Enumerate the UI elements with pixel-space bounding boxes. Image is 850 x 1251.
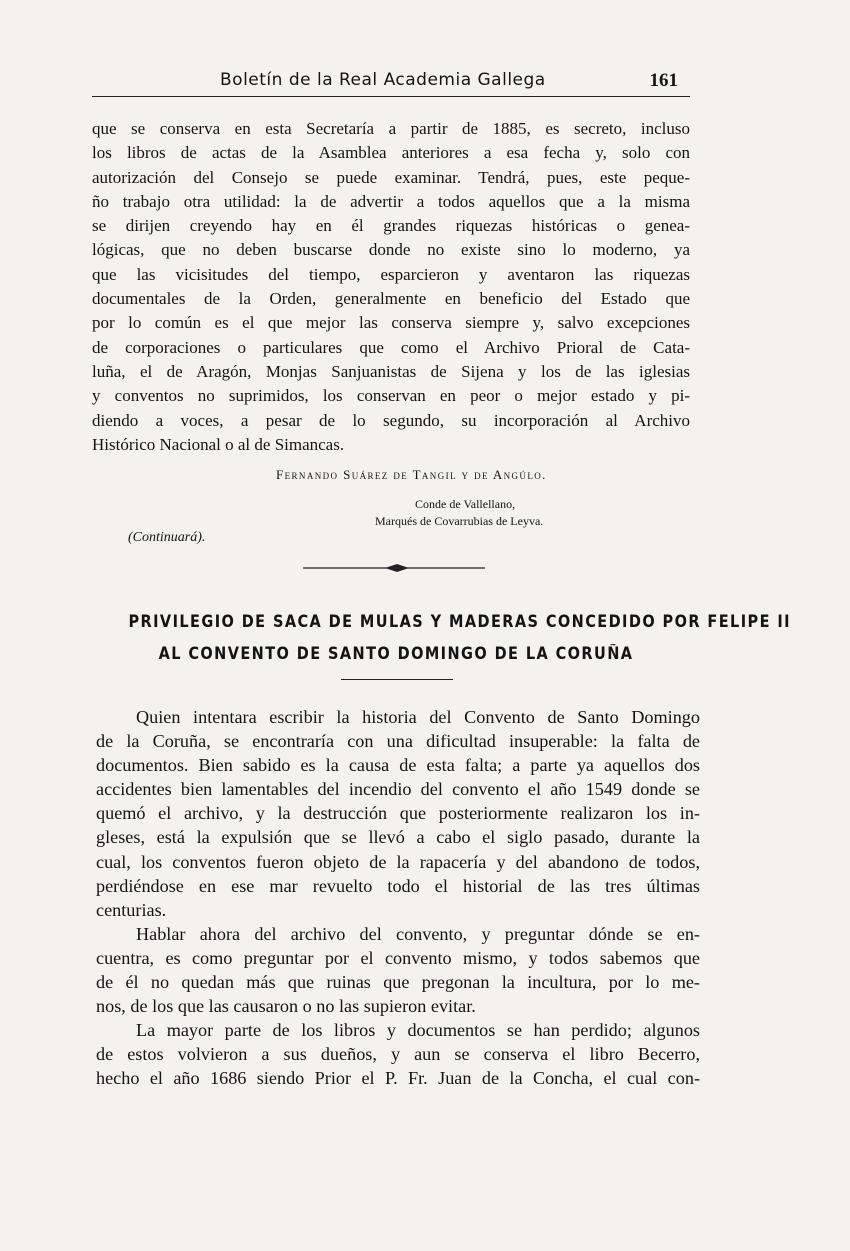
text-line: lógicas, que no deben buscarse donde no existe sino lo moderno, ya — [92, 240, 690, 260]
author-title: Marqués de Covarrubias de Leyva. — [375, 514, 544, 528]
text-line: centurias. — [96, 899, 167, 920]
running-header — [92, 62, 690, 97]
continued-note: (Continuará). — [128, 530, 206, 545]
ornament-divider — [303, 561, 485, 575]
text-line: cuentra, es como preguntar por el convento mismo, y todos sabemos que — [96, 947, 700, 968]
journal-title: Boletín de la Real Academia Gallega — [220, 70, 546, 90]
text-line: Histórico Nacional o al de Simancas. — [92, 434, 345, 454]
title-rule — [341, 679, 453, 680]
author-title: Conde de Vallellano, — [415, 497, 516, 511]
text-line: hecho el año 1686 siendo Prior el P. Fr. Juan de la Concha, el cual con- — [96, 1068, 700, 1089]
author-signature: Fernando Suárez de Tangil y de Angúlo. — [276, 467, 547, 482]
text-line: La mayor parte de los libros y documentos se han perdido; algunos — [136, 1020, 700, 1041]
text-line: se dirijen creyendo hay en él grandes riquezas históricas o genea- — [92, 216, 690, 236]
text-line: Quien intentara escribir la historia del Convento de Santo Domingo — [136, 707, 700, 727]
text-line: accidentes bien lamentables del incendio del convento el año 1549 donde se — [96, 779, 700, 800]
text-line: que las vicisitudes del tiempo, esparcieron y aventaron las riquezas — [92, 264, 690, 284]
text-line: Hablar ahora del archivo del convento, y preguntar dónde se en- — [136, 923, 700, 944]
text-line: de corporaciones o particulares que como el Archivo Prioral de Cata- — [92, 337, 690, 357]
text-line: ño trabajo otra utilidad: la de advertir a todos aquellos que a la misma — [92, 191, 690, 211]
text-line: autorización del Consejo se puede examinar. Tendrá, pues, este peque- — [92, 167, 690, 187]
text-line: documentales de la Orden, generalmente en beneficio del Estado que — [92, 289, 690, 309]
article-title-line-1: PRIVILEGIO DE SACA DE MULAS Y MADERAS CONCEDIDO POR FELIPE II — [128, 612, 791, 631]
text-line: los libros de actas de la Asamblea anteriores a esa fecha y, solo con — [92, 143, 690, 163]
text-line: perdiéndose en ese mar revuelto todo el historial de las tres últimas — [96, 875, 700, 896]
ornament-diamond — [385, 564, 409, 572]
text-line: que se conserva en esta Secretaría a partir de 1885, es secreto, incluso — [92, 119, 690, 138]
text-line: cual, los conventos fueron objeto de la rapacería y del abandono de todos, — [96, 851, 700, 872]
text-line: quemó el archivo, y la destrucción que posteriormente realizaron los in- — [96, 803, 700, 824]
text-line: por lo común es el que mejor las conserva siempre y, salvo excepciones — [92, 313, 690, 333]
text-line: documentos. Bien sabido es la causa de esta falta; a parte ya aquellos dos — [96, 755, 700, 776]
text-line: luña, el de Aragón, Monjas Sanjuanistas de Sijena y los de las iglesias — [92, 361, 690, 381]
text-line: nos, de los que las causaron o no las supieron evitar. — [96, 996, 476, 1017]
page-number: 161 — [649, 70, 678, 91]
article-body-text — [96, 705, 700, 1091]
article-continuation-text — [92, 117, 690, 457]
text-line: de la Coruña, se encontraría con una dificultad insuperable: la falta de — [96, 731, 700, 752]
text-line: diendo a voces, a pesar de lo segundo, su incorporación al Archivo — [92, 410, 690, 430]
text-line: gleses, está la expulsión que se llevó a cabo el siglo pasado, durante la — [96, 827, 700, 848]
text-line: y conventos no suprimidos, los conservan en peor o mejor estado y pi- — [92, 386, 690, 406]
text-line: de él no quedan más que ruinas que pregonan la incultura, por lo me- — [96, 972, 700, 993]
text-line: de estos volvieron a sus dueños, y aun se conserva el libro Becerro, — [96, 1044, 700, 1065]
article-title-line-2: AL CONVENTO DE SANTO DOMINGO DE LA CORUÑA — [158, 644, 634, 663]
